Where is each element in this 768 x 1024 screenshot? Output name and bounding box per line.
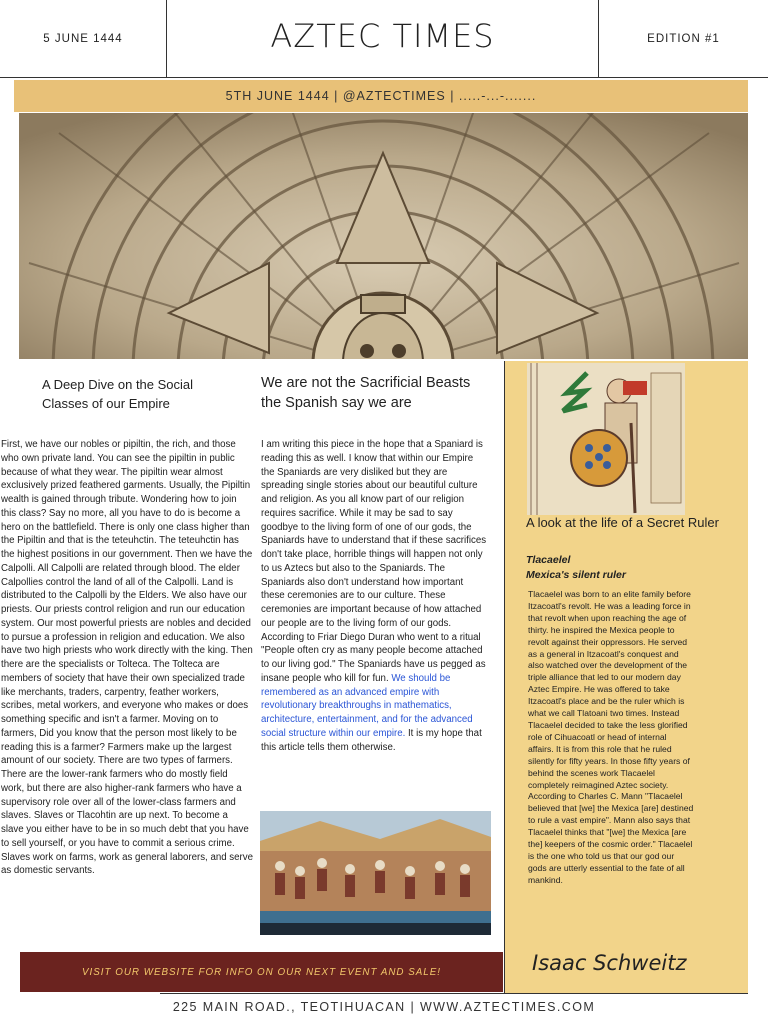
sidebar-body: Tlacaelel was born to an elite family before Itzacoatl's revolt. He was a leading force in that revolt when upon reaching the age of thirty. he inspired the Mexica people to revolt against their oppressors. He served as a general in Itzacoatl's conquest and also watched over the development of the triple alliance that led to our modern day Aztec Empire. He was offered to take Itzacoatl's place and be the ruler which is what we call Tlatoani two times. Instead Tlacaelel decided to take the less glorified role of Cihuacoatl or head of internal affairs. It is from this role that he ruled silently for fifty years. In those fifty years of behind the scenes work Tlacaelel completely reimagined Aztec society. According to Charles C. Mann "Tlacaelel believed that [we] the Mexica [are] destined to rule a vast empire". Mann also says that Tlacaelel thinks that "[we] the Mexica [are the] keepers of the cosmic order." Tlacaelel is the one who told us that our god our gods are utterly essential to the fate of all mankind. — [528, 589, 694, 885]
article-body-text-end: It is my hope that this article tells them otherwise. — [261, 727, 482, 753]
visit-website-banner: VISIT OUR WEBSITE FOR INFO ON OUR NEXT EVENT AND SALE! — [20, 952, 503, 992]
sidebar-subtitle-name: Tlacaelel — [526, 554, 571, 566]
sidebar-subtitle-role: Mexica's silent ruler — [526, 569, 626, 581]
article-social-classes-title: A Deep Dive on the Social Classes of our Empire — [42, 377, 194, 411]
aztec-calendar-stone-image — [19, 113, 748, 359]
aztec-mural-image — [260, 811, 491, 935]
sidebar-title: A look at the life of a Secret Ruler — [526, 515, 719, 530]
header-edition: EDITION #1 — [598, 0, 768, 78]
date-banner: 5TH JUNE 1444 | @AZTECTIMES | .....-...-....... — [14, 80, 748, 112]
article-sacrificial-title: We are not the Sacrificial Beasts the Spanish say we are — [261, 375, 471, 411]
article-social-classes-body: First, we have our nobles or pipiltin, the rich, and those who own private land. You can see the pipiltin in public because of what they wear. The pipiltin wear almost exclusively prized feathered garments. Usually, the Pipiltin wealth is gained through tribute. Wondering how to join this class? Say no more, all you have to do is become a hero on the battlefield. There is only one class higher than the Pipiltin and that is the teteuhctin. The teteuhctin has the highest positions in our government. Then we have the Calpolli. All Calpolli are related through blood. The elder Calpollies control the land of all of the Calpolli. Land is distributed to the Calpolli by the Elders. We also have our priests. Our priests control religion and run our education system. Our most powerful priests are nobles and decided to pursue a profession in religion and education. We also have two high priests who work directly with the king. Then there are the specialists or Tolteca. The Tolteca are members of society that have their own specialized trade like merchants, traders, carpentry, feather workers, scribes, metal workers, and everyone who makes or does something specific and isn't a farmer. Moving on to farmers, Did you know that the person most likely to be reading this is a farmer? Farmers make up the largest amount of our society. There are two types of farmers. There are the lower-rank farmers who do mostly field work, but there are also higher-rank farmers who have a supervisory role over all of the lower-class farmers and slaves. Slaves or Tlacohtin are up next. To become a slave you either have to be in so much debt that you have to sell yourself, or you have to commit a serious crime. Slaves work on farms, work as general laborers, and serve as domestic servants. — [1, 439, 253, 877]
header-date: 5 JUNE 1444 — [0, 0, 167, 78]
masthead-title: AZTEC TIMES — [167, 0, 598, 78]
article-highlight-text: We should be remembered as an advanced empire with revolutionary breakthroughs in mathematics, architecture, entertainment, and for the advanced social structure within our empire. — [261, 672, 473, 739]
article-sacrificial-body — [261, 438, 489, 754]
codex-illustration-image — [527, 363, 685, 515]
article-body-text: I am writing this piece in the hope that a Spaniard is reading this as well. I know that within our Empire the Spaniards are very disliked but they are spreading single stories about our beautiful culture and religion. As you all know part of our religion requires sacrifice. While it may be sad to say goodbye to the living form of one of our gods, the Spaniards have to understand that if these sacrifices don't take place, horrible things will happen not only to us Aztecs but also to the Spaniards. The Spaniards also don't understand how important these ceremonies are to our culture. These ceremonies are important because of how attached our people are to the living form of our gods. According to Friar Diego Duran who went to a ritual "People often cry as many people become attached to our living god." The Spaniards have us pegged as insane people who kill for fun. — [261, 439, 487, 684]
footer-address: 225 MAIN ROAD., TEOTIHUACAN | WWW.AZTECTIMES.COM — [172, 1000, 596, 1014]
author-signature: Isaac Schweitz — [532, 951, 687, 975]
